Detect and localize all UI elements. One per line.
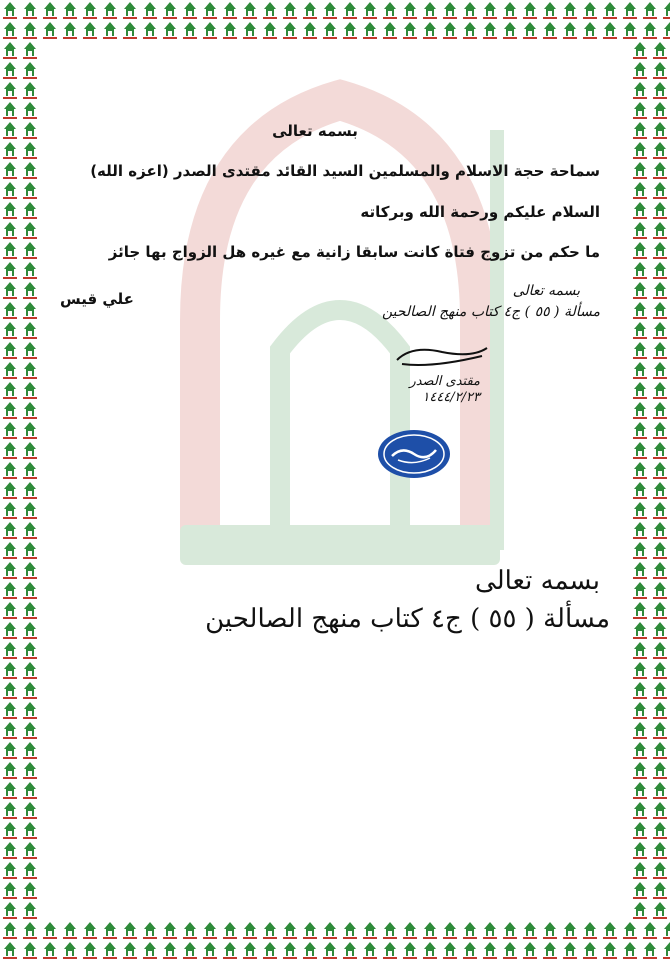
signature-icon xyxy=(392,340,492,370)
answer-bottom-line1: بسمه تعالى xyxy=(475,566,600,596)
signature-date: ١٤٤٤/٢/٢٣ xyxy=(422,390,480,405)
answer-top-line1: بسمه تعالى xyxy=(512,283,580,299)
decorative-border-bottom xyxy=(0,920,670,960)
decorative-border-right xyxy=(630,40,670,920)
official-seal-icon xyxy=(376,428,452,480)
letter-greeting: السلام عليكم ورحمة الله وبركاته xyxy=(360,203,600,221)
letter-question: ما حكم من تزوج فتاة كانت سابقا زانية مع غيره هل الزواج بها جائز xyxy=(108,243,600,261)
letter-sender: علي قيس xyxy=(60,290,134,308)
letter-salutation: بسمه تعالى xyxy=(272,122,358,140)
decorative-border-top xyxy=(0,0,670,40)
letter-addressee: سماحة حجة الاسلام والمسلمين السيد القائد مقتدى الصدر (اعزه الله) xyxy=(90,162,600,180)
signature-name: مقتدى الصدر xyxy=(409,374,480,389)
watermark-logo-icon xyxy=(160,70,520,570)
decorative-border-left xyxy=(0,40,40,920)
answer-bottom-line2: مسألة ( ٥٥ ) ج٤ كتاب منهج الصالحين xyxy=(205,604,610,634)
answer-top-line2: مسألة ( ٥٥ ) ج٤ كتاب منهج الصالحين xyxy=(381,304,600,320)
